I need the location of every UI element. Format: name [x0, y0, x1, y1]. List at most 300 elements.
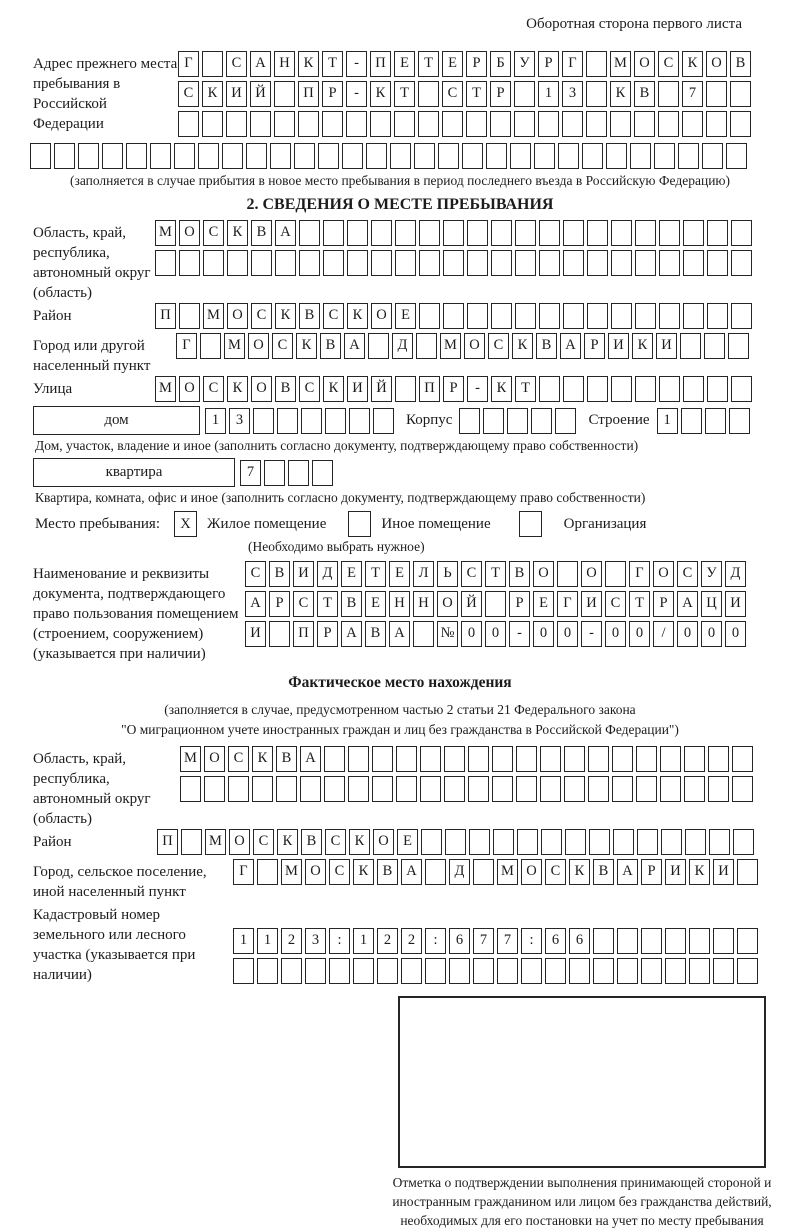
- char-cell[interactable]: Р: [538, 51, 559, 77]
- char-cell[interactable]: А: [341, 621, 362, 647]
- char-cell[interactable]: [539, 303, 560, 329]
- char-cell[interactable]: И: [608, 333, 629, 359]
- char-cell[interactable]: С: [251, 303, 272, 329]
- char-cell[interactable]: [613, 829, 634, 855]
- char-cell[interactable]: [233, 958, 254, 984]
- char-cell[interactable]: Р: [322, 81, 343, 107]
- char-cell[interactable]: С: [323, 303, 344, 329]
- char-cell[interactable]: [660, 746, 681, 772]
- char-cell[interactable]: Р: [466, 51, 487, 77]
- dom-box[interactable]: дом: [33, 406, 200, 435]
- char-cell[interactable]: К: [370, 81, 391, 107]
- char-cell[interactable]: Р: [317, 621, 338, 647]
- char-cell[interactable]: А: [401, 859, 422, 885]
- char-cell[interactable]: [329, 958, 350, 984]
- char-cell[interactable]: 0: [605, 621, 626, 647]
- char-cell[interactable]: 0: [725, 621, 746, 647]
- char-cell[interactable]: [349, 408, 370, 434]
- char-cell[interactable]: [324, 746, 345, 772]
- char-cell[interactable]: [564, 776, 585, 802]
- char-cell[interactable]: [203, 250, 224, 276]
- char-cell[interactable]: [683, 376, 704, 402]
- char-cell[interactable]: [605, 561, 626, 587]
- char-cell[interactable]: Д: [317, 561, 338, 587]
- char-cell[interactable]: Е: [365, 591, 386, 617]
- checkbox-zhiloe[interactable]: X: [174, 511, 197, 537]
- char-cell[interactable]: В: [365, 621, 386, 647]
- char-cell[interactable]: [637, 829, 658, 855]
- char-cell[interactable]: [539, 250, 560, 276]
- char-cell[interactable]: В: [251, 220, 272, 246]
- char-cell[interactable]: В: [509, 561, 530, 587]
- char-cell[interactable]: Р: [641, 859, 662, 885]
- char-cell[interactable]: В: [634, 81, 655, 107]
- char-cell[interactable]: С: [226, 51, 247, 77]
- char-cell[interactable]: [586, 81, 607, 107]
- char-cell[interactable]: О: [653, 561, 674, 587]
- char-cell[interactable]: [641, 958, 662, 984]
- char-cell[interactable]: П: [157, 829, 178, 855]
- char-cell[interactable]: [483, 408, 504, 434]
- char-cell[interactable]: И: [725, 591, 746, 617]
- char-cell[interactable]: [540, 746, 561, 772]
- char-cell[interactable]: О: [521, 859, 542, 885]
- char-cell[interactable]: -: [346, 81, 367, 107]
- char-cell[interactable]: 1: [538, 81, 559, 107]
- char-cell[interactable]: [490, 111, 511, 137]
- char-cell[interactable]: [420, 746, 441, 772]
- char-cell[interactable]: [610, 111, 631, 137]
- char-cell[interactable]: К: [296, 333, 317, 359]
- char-cell[interactable]: А: [300, 746, 321, 772]
- char-cell[interactable]: [737, 958, 758, 984]
- char-cell[interactable]: [684, 776, 705, 802]
- char-cell[interactable]: [264, 460, 285, 486]
- char-cell[interactable]: [635, 220, 656, 246]
- char-cell[interactable]: [731, 220, 752, 246]
- char-cell[interactable]: Р: [443, 376, 464, 402]
- char-cell[interactable]: [681, 408, 702, 434]
- char-cell[interactable]: [586, 51, 607, 77]
- char-cell[interactable]: [611, 220, 632, 246]
- char-cell[interactable]: [689, 958, 710, 984]
- char-cell[interactable]: [281, 958, 302, 984]
- char-cell[interactable]: [228, 776, 249, 802]
- char-cell[interactable]: [270, 143, 291, 169]
- char-cell[interactable]: 1: [233, 928, 254, 954]
- char-cell[interactable]: [180, 776, 201, 802]
- char-cell[interactable]: И: [665, 859, 686, 885]
- char-cell[interactable]: [395, 220, 416, 246]
- char-cell[interactable]: Е: [341, 561, 362, 587]
- char-cell[interactable]: 2: [401, 928, 422, 954]
- char-cell[interactable]: [684, 746, 705, 772]
- char-cell[interactable]: Н: [274, 51, 295, 77]
- char-cell[interactable]: [467, 250, 488, 276]
- char-cell[interactable]: [491, 250, 512, 276]
- char-cell[interactable]: [390, 143, 411, 169]
- char-cell[interactable]: [539, 376, 560, 402]
- char-cell[interactable]: К: [298, 51, 319, 77]
- char-cell[interactable]: М: [440, 333, 461, 359]
- char-cell[interactable]: [444, 746, 465, 772]
- char-cell[interactable]: И: [293, 561, 314, 587]
- char-cell[interactable]: [732, 776, 753, 802]
- char-cell[interactable]: Г: [557, 591, 578, 617]
- char-cell[interactable]: И: [245, 621, 266, 647]
- char-cell[interactable]: [588, 746, 609, 772]
- char-cell[interactable]: [178, 111, 199, 137]
- char-cell[interactable]: Л: [413, 561, 434, 587]
- char-cell[interactable]: [469, 829, 490, 855]
- char-cell[interactable]: 7: [240, 460, 261, 486]
- char-cell[interactable]: [705, 408, 726, 434]
- char-cell[interactable]: [516, 776, 537, 802]
- char-cell[interactable]: А: [275, 220, 296, 246]
- char-cell[interactable]: О: [229, 829, 250, 855]
- char-cell[interactable]: О: [706, 51, 727, 77]
- char-cell[interactable]: В: [275, 376, 296, 402]
- char-cell[interactable]: С: [442, 81, 463, 107]
- char-cell[interactable]: [665, 958, 686, 984]
- char-cell[interactable]: [587, 376, 608, 402]
- char-cell[interactable]: 0: [701, 621, 722, 647]
- char-cell[interactable]: [563, 376, 584, 402]
- char-cell[interactable]: А: [344, 333, 365, 359]
- char-cell[interactable]: С: [325, 829, 346, 855]
- char-cell[interactable]: П: [419, 376, 440, 402]
- checkbox-inoe[interactable]: [348, 511, 371, 537]
- char-cell[interactable]: К: [689, 859, 710, 885]
- char-cell[interactable]: [347, 220, 368, 246]
- char-cell[interactable]: [678, 143, 699, 169]
- char-cell[interactable]: А: [677, 591, 698, 617]
- char-cell[interactable]: [555, 408, 576, 434]
- char-cell[interactable]: [421, 829, 442, 855]
- char-cell[interactable]: [683, 250, 704, 276]
- char-cell[interactable]: :: [521, 928, 542, 954]
- char-cell[interactable]: [155, 250, 176, 276]
- char-cell[interactable]: К: [275, 303, 296, 329]
- char-cell[interactable]: [588, 776, 609, 802]
- char-cell[interactable]: [545, 958, 566, 984]
- char-cell[interactable]: [732, 746, 753, 772]
- char-cell[interactable]: [288, 460, 309, 486]
- char-cell[interactable]: [733, 829, 754, 855]
- char-cell[interactable]: [707, 250, 728, 276]
- char-cell[interactable]: -: [509, 621, 530, 647]
- char-cell[interactable]: С: [329, 859, 350, 885]
- char-cell[interactable]: [366, 143, 387, 169]
- char-cell[interactable]: В: [276, 746, 297, 772]
- char-cell[interactable]: К: [610, 81, 631, 107]
- char-cell[interactable]: Й: [461, 591, 482, 617]
- char-cell[interactable]: [222, 143, 243, 169]
- char-cell[interactable]: [612, 746, 633, 772]
- char-cell[interactable]: [54, 143, 75, 169]
- char-cell[interactable]: О: [437, 591, 458, 617]
- char-cell[interactable]: [301, 408, 322, 434]
- char-cell[interactable]: О: [248, 333, 269, 359]
- char-cell[interactable]: О: [305, 859, 326, 885]
- char-cell[interactable]: [373, 408, 394, 434]
- char-cell[interactable]: [323, 250, 344, 276]
- char-cell[interactable]: К: [227, 220, 248, 246]
- char-cell[interactable]: [492, 746, 513, 772]
- char-cell[interactable]: К: [512, 333, 533, 359]
- char-cell[interactable]: С: [299, 376, 320, 402]
- char-cell[interactable]: [485, 591, 506, 617]
- char-cell[interactable]: Р: [269, 591, 290, 617]
- char-cell[interactable]: [593, 958, 614, 984]
- char-cell[interactable]: Р: [584, 333, 605, 359]
- char-cell[interactable]: [497, 958, 518, 984]
- char-cell[interactable]: 1: [257, 928, 278, 954]
- char-cell[interactable]: [348, 746, 369, 772]
- char-cell[interactable]: 3: [305, 928, 326, 954]
- char-cell[interactable]: [414, 143, 435, 169]
- char-cell[interactable]: Ц: [701, 591, 722, 617]
- char-cell[interactable]: Т: [629, 591, 650, 617]
- char-cell[interactable]: [731, 376, 752, 402]
- char-cell[interactable]: Е: [394, 51, 415, 77]
- char-cell[interactable]: М: [155, 220, 176, 246]
- char-cell[interactable]: [318, 143, 339, 169]
- char-cell[interactable]: [325, 408, 346, 434]
- char-cell[interactable]: 0: [629, 621, 650, 647]
- char-cell[interactable]: [323, 220, 344, 246]
- char-cell[interactable]: [394, 111, 415, 137]
- char-cell[interactable]: [708, 746, 729, 772]
- char-cell[interactable]: [418, 111, 439, 137]
- char-cell[interactable]: [510, 143, 531, 169]
- char-cell[interactable]: [661, 829, 682, 855]
- char-cell[interactable]: В: [320, 333, 341, 359]
- char-cell[interactable]: [126, 143, 147, 169]
- char-cell[interactable]: [611, 303, 632, 329]
- char-cell[interactable]: [564, 746, 585, 772]
- char-cell[interactable]: А: [245, 591, 266, 617]
- char-cell[interactable]: Т: [515, 376, 536, 402]
- char-cell[interactable]: Й: [371, 376, 392, 402]
- char-cell[interactable]: [305, 958, 326, 984]
- char-cell[interactable]: С: [461, 561, 482, 587]
- char-cell[interactable]: О: [227, 303, 248, 329]
- char-cell[interactable]: №: [437, 621, 458, 647]
- char-cell[interactable]: [683, 220, 704, 246]
- char-cell[interactable]: [507, 408, 528, 434]
- char-cell[interactable]: [467, 220, 488, 246]
- char-cell[interactable]: [565, 829, 586, 855]
- char-cell[interactable]: [420, 776, 441, 802]
- char-cell[interactable]: [276, 776, 297, 802]
- char-cell[interactable]: [586, 111, 607, 137]
- char-cell[interactable]: [395, 376, 416, 402]
- char-cell[interactable]: С: [677, 561, 698, 587]
- char-cell[interactable]: [486, 143, 507, 169]
- char-cell[interactable]: [659, 376, 680, 402]
- char-cell[interactable]: И: [226, 81, 247, 107]
- char-cell[interactable]: [445, 829, 466, 855]
- char-cell[interactable]: [491, 303, 512, 329]
- char-cell[interactable]: 0: [533, 621, 554, 647]
- char-cell[interactable]: С: [545, 859, 566, 885]
- char-cell[interactable]: [706, 81, 727, 107]
- char-cell[interactable]: [707, 303, 728, 329]
- char-cell[interactable]: [300, 776, 321, 802]
- char-cell[interactable]: [342, 143, 363, 169]
- char-cell[interactable]: К: [682, 51, 703, 77]
- char-cell[interactable]: [562, 111, 583, 137]
- char-cell[interactable]: [534, 143, 555, 169]
- char-cell[interactable]: Р: [509, 591, 530, 617]
- char-cell[interactable]: И: [656, 333, 677, 359]
- char-cell[interactable]: Н: [413, 591, 434, 617]
- char-cell[interactable]: [611, 250, 632, 276]
- char-cell[interactable]: М: [224, 333, 245, 359]
- char-cell[interactable]: И: [713, 859, 734, 885]
- char-cell[interactable]: [611, 376, 632, 402]
- char-cell[interactable]: 6: [569, 928, 590, 954]
- char-cell[interactable]: С: [488, 333, 509, 359]
- char-cell[interactable]: -: [467, 376, 488, 402]
- char-cell[interactable]: [709, 829, 730, 855]
- char-cell[interactable]: А: [617, 859, 638, 885]
- char-cell[interactable]: [418, 81, 439, 107]
- char-cell[interactable]: [713, 958, 734, 984]
- char-cell[interactable]: [730, 111, 751, 137]
- char-cell[interactable]: [226, 111, 247, 137]
- char-cell[interactable]: Д: [392, 333, 413, 359]
- char-cell[interactable]: Й: [250, 81, 271, 107]
- char-cell[interactable]: [466, 111, 487, 137]
- char-cell[interactable]: [227, 250, 248, 276]
- char-cell[interactable]: И: [347, 376, 368, 402]
- char-cell[interactable]: О: [179, 376, 200, 402]
- char-cell[interactable]: [680, 333, 701, 359]
- char-cell[interactable]: В: [730, 51, 751, 77]
- char-cell[interactable]: [274, 111, 295, 137]
- char-cell[interactable]: [30, 143, 51, 169]
- char-cell[interactable]: [419, 220, 440, 246]
- char-cell[interactable]: О: [373, 829, 394, 855]
- char-cell[interactable]: [371, 250, 392, 276]
- char-cell[interactable]: [492, 776, 513, 802]
- char-cell[interactable]: [377, 958, 398, 984]
- char-cell[interactable]: К: [202, 81, 223, 107]
- char-cell[interactable]: [78, 143, 99, 169]
- char-cell[interactable]: [443, 250, 464, 276]
- char-cell[interactable]: В: [269, 561, 290, 587]
- char-cell[interactable]: [468, 746, 489, 772]
- char-cell[interactable]: М: [610, 51, 631, 77]
- char-cell[interactable]: 0: [485, 621, 506, 647]
- char-cell[interactable]: Е: [533, 591, 554, 617]
- char-cell[interactable]: [635, 250, 656, 276]
- char-cell[interactable]: [174, 143, 195, 169]
- char-cell[interactable]: [612, 776, 633, 802]
- char-cell[interactable]: С: [245, 561, 266, 587]
- char-cell[interactable]: [728, 333, 749, 359]
- char-cell[interactable]: П: [370, 51, 391, 77]
- char-cell[interactable]: 1: [205, 408, 226, 434]
- char-cell[interactable]: П: [293, 621, 314, 647]
- char-cell[interactable]: Р: [490, 81, 511, 107]
- char-cell[interactable]: К: [227, 376, 248, 402]
- char-cell[interactable]: -: [581, 621, 602, 647]
- char-cell[interactable]: [449, 958, 470, 984]
- char-cell[interactable]: [731, 250, 752, 276]
- char-cell[interactable]: [442, 111, 463, 137]
- char-cell[interactable]: [587, 250, 608, 276]
- char-cell[interactable]: Р: [653, 591, 674, 617]
- char-cell[interactable]: [557, 561, 578, 587]
- char-cell[interactable]: Г: [233, 859, 254, 885]
- char-cell[interactable]: С: [203, 220, 224, 246]
- char-cell[interactable]: [150, 143, 171, 169]
- char-cell[interactable]: В: [341, 591, 362, 617]
- char-cell[interactable]: [246, 143, 267, 169]
- char-cell[interactable]: М: [155, 376, 176, 402]
- char-cell[interactable]: [396, 746, 417, 772]
- kvartira-box[interactable]: квартира: [33, 458, 235, 487]
- char-cell[interactable]: [630, 143, 651, 169]
- char-cell[interactable]: [539, 220, 560, 246]
- char-cell[interactable]: [198, 143, 219, 169]
- char-cell[interactable]: В: [301, 829, 322, 855]
- char-cell[interactable]: [660, 776, 681, 802]
- char-cell[interactable]: 0: [677, 621, 698, 647]
- char-cell[interactable]: [521, 958, 542, 984]
- char-cell[interactable]: [443, 220, 464, 246]
- char-cell[interactable]: [587, 220, 608, 246]
- char-cell[interactable]: 6: [449, 928, 470, 954]
- char-cell[interactable]: И: [581, 591, 602, 617]
- char-cell[interactable]: [514, 81, 535, 107]
- char-cell[interactable]: [204, 776, 225, 802]
- char-cell[interactable]: [531, 408, 552, 434]
- char-cell[interactable]: П: [155, 303, 176, 329]
- char-cell[interactable]: [347, 250, 368, 276]
- char-cell[interactable]: [419, 250, 440, 276]
- char-cell[interactable]: [517, 829, 538, 855]
- char-cell[interactable]: [515, 220, 536, 246]
- char-cell[interactable]: [706, 111, 727, 137]
- char-cell[interactable]: [737, 859, 758, 885]
- char-cell[interactable]: [251, 250, 272, 276]
- char-cell[interactable]: [353, 958, 374, 984]
- char-cell[interactable]: 0: [557, 621, 578, 647]
- checkbox-organizatsiya[interactable]: [519, 511, 542, 537]
- char-cell[interactable]: [468, 776, 489, 802]
- char-cell[interactable]: Т: [317, 591, 338, 617]
- char-cell[interactable]: С: [228, 746, 249, 772]
- char-cell[interactable]: [515, 250, 536, 276]
- char-cell[interactable]: [540, 776, 561, 802]
- char-cell[interactable]: [659, 303, 680, 329]
- char-cell[interactable]: [635, 376, 656, 402]
- char-cell[interactable]: [250, 111, 271, 137]
- char-cell[interactable]: [658, 81, 679, 107]
- char-cell[interactable]: -: [346, 51, 367, 77]
- char-cell[interactable]: 6: [545, 928, 566, 954]
- char-cell[interactable]: [689, 928, 710, 954]
- char-cell[interactable]: [737, 928, 758, 954]
- char-cell[interactable]: [269, 621, 290, 647]
- char-cell[interactable]: [636, 746, 657, 772]
- char-cell[interactable]: В: [593, 859, 614, 885]
- char-cell[interactable]: [702, 143, 723, 169]
